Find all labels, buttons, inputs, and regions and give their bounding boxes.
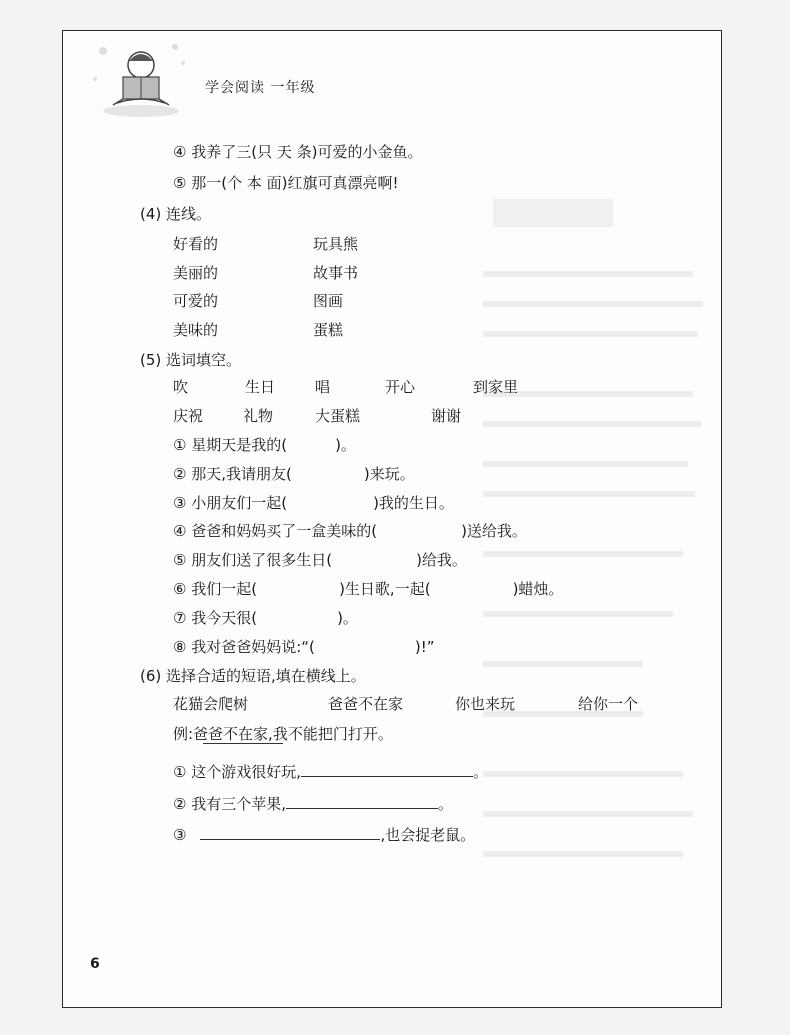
word-bank-item: 开心 xyxy=(385,378,416,396)
fill-blank-item xyxy=(173,549,467,570)
match-right-item: 图画 xyxy=(313,292,344,310)
word-bank-item: 谢谢 xyxy=(431,407,462,425)
section-5-heading: (5) 选词填空。 xyxy=(140,351,242,369)
phrase-option: 花猫会爬树 xyxy=(173,695,249,713)
match-left-item: 美丽的 xyxy=(173,264,219,282)
page-number: 6 xyxy=(90,956,100,972)
word-bank-item: 唱 xyxy=(315,378,331,396)
workbook-page xyxy=(62,30,722,1008)
book-title: 学会阅读 一年级 xyxy=(205,80,316,96)
item-text: )我的生日。 xyxy=(373,494,454,512)
item-text: )蜡烛。 xyxy=(512,580,564,598)
fill-blank-item xyxy=(173,520,527,541)
item-text: ① 星期天是我的( xyxy=(173,436,288,454)
item-text: ④ 爸爸和妈妈买了一盒美味的( xyxy=(173,522,378,540)
item-text: ③ xyxy=(173,826,187,844)
fill-line-item xyxy=(173,761,488,782)
fill-blank-item xyxy=(173,492,454,513)
boy-reading-book-icon xyxy=(83,39,198,119)
match-left-item: 好看的 xyxy=(173,235,219,253)
item-text: )来玩。 xyxy=(363,465,415,483)
match-left-item: 可爱的 xyxy=(173,292,219,310)
q4-item: ⑤ 那一(个 本 面)红旗可真漂亮啊! xyxy=(173,174,399,192)
word-bank-item: 生日 xyxy=(245,378,276,396)
phrase-option: 给你一个 xyxy=(578,695,639,713)
fill-blank-item xyxy=(173,607,358,628)
word-bank-item: 庆祝 xyxy=(173,407,204,425)
word-bank-item: 到家里 xyxy=(473,378,519,396)
answer-line[interactable] xyxy=(301,764,473,777)
section-6-heading: (6) 选择合适的短语,填在横线上。 xyxy=(140,667,366,685)
word-bank-item: 大蛋糕 xyxy=(315,407,361,425)
fill-line-item xyxy=(173,824,475,845)
fill-blank-item xyxy=(173,578,563,599)
item-text: ⑦ 我今天很( xyxy=(173,609,258,627)
item-text: )生日歌,一起( xyxy=(339,580,431,598)
item-text: ① 这个游戏很好玩, xyxy=(173,763,301,781)
word-bank-item: 礼物 xyxy=(243,407,274,425)
phrase-option: 你也来玩 xyxy=(455,695,516,713)
item-text: ⑤ 朋友们送了很多生日( xyxy=(173,551,333,569)
item-text: )。 xyxy=(337,609,358,627)
item-text: )。 xyxy=(335,436,356,454)
page-header xyxy=(83,39,383,119)
match-right-item: 故事书 xyxy=(313,264,359,282)
example-underline xyxy=(203,743,283,744)
answer-line[interactable] xyxy=(286,796,438,809)
example-sentence: 例:爸爸不在家,我不能把门打开。 xyxy=(173,725,393,743)
item-text: ⑧ 我对爸爸妈妈说:“( xyxy=(173,638,315,656)
item-text: 。 xyxy=(472,763,488,781)
item-text: ⑥ 我们一起( xyxy=(173,580,258,598)
fill-blank-item xyxy=(173,463,415,484)
show-through-bleed xyxy=(483,191,713,891)
match-left-item: 美味的 xyxy=(173,321,219,339)
fill-blank-item xyxy=(173,636,435,657)
show-through-marks xyxy=(483,191,713,891)
item-text: )送给我。 xyxy=(461,522,527,540)
item-text: ② 那天,我请朋友( xyxy=(173,465,292,483)
word-bank-item: 吹 xyxy=(173,378,189,396)
q4-item: ④ 我养了三(只 天 条)可爱的小金鱼。 xyxy=(173,143,423,161)
item-text: )给我。 xyxy=(416,551,467,569)
item-text: 。 xyxy=(437,795,453,813)
item-text: ,也会捉老鼠。 xyxy=(380,826,476,844)
item-text: ③ 小朋友们一起( xyxy=(173,494,288,512)
item-text: ② 我有三个苹果, xyxy=(173,795,286,813)
fill-blank-item xyxy=(173,434,356,455)
match-right-item: 蛋糕 xyxy=(313,321,344,339)
item-text: )!” xyxy=(414,638,435,656)
phrase-option: 爸爸不在家 xyxy=(328,695,404,713)
match-right-item: 玩具熊 xyxy=(313,235,359,253)
section-4-heading: (4) 连线。 xyxy=(140,205,212,223)
answer-line[interactable] xyxy=(200,827,380,840)
fill-line-item xyxy=(173,793,453,814)
